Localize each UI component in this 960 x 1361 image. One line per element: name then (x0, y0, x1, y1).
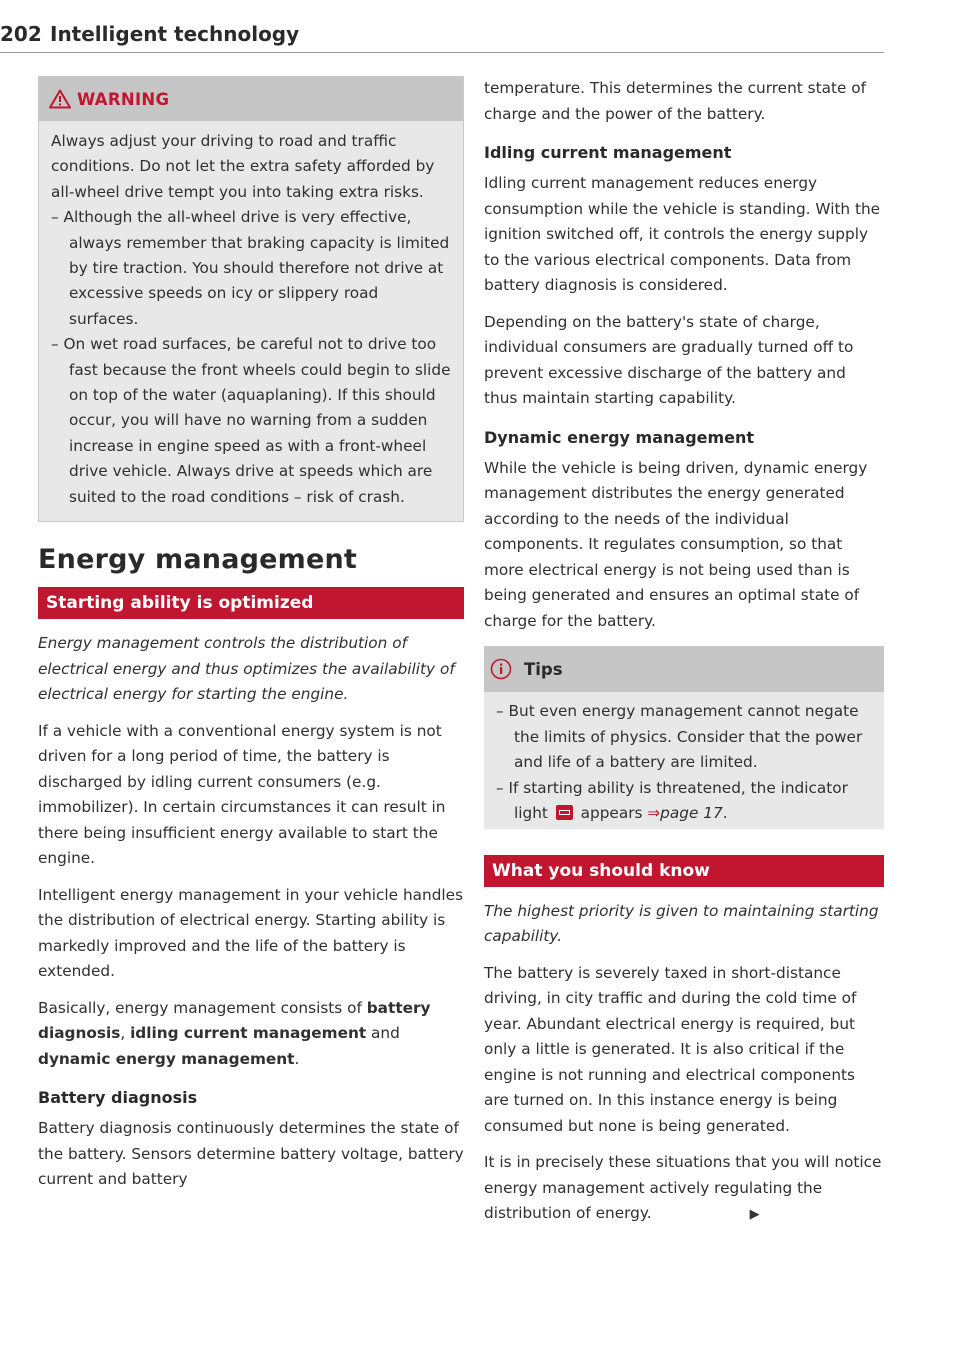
subheading: Battery diagnosis (38, 1088, 198, 1108)
paragraph: It is in precisely these situations that you will notice energy management actively regulating the distribution of energy. ▶ (484, 1153, 882, 1222)
left-column (38, 76, 464, 1193)
paragraph: temperature. This determines the current state of charge and the power of the battery. (484, 79, 867, 123)
warning-body (39, 121, 463, 521)
header-rule (0, 52, 884, 53)
tips-title: Tips (524, 659, 563, 679)
warning-intro: Always adjust your driving to road and traffic conditions. Do not let the extra safety afforded by all-wheel drive tempt you into taking extra risks. (51, 132, 435, 201)
lead-paragraph: Energy management controls the distribution of electrical energy and thus optimizes the availability of electrical energy for starting the engine. (38, 634, 455, 704)
tips-item: – But even energy management cannot negate the limits of physics. Consider that the power and life of a battery are limited. (496, 702, 863, 771)
paragraph: Depending on the battery's state of charge, individual consumers are gradually turned off to prevent excessive discharge of the battery and thus maintain starting capability. (484, 312, 854, 407)
tips-header (484, 646, 884, 692)
paragraph-components: Basically, energy management consists of battery diagnosis, idling current management and dynamic energy management. (38, 998, 431, 1068)
paragraph: Intelligent energy management in your vehicle handles the distribution of electrical energy. Starting ability is markedly improved and the life of the battery is extended. (38, 885, 464, 981)
warning-title: WARNING (77, 89, 170, 109)
page-header (0, 22, 884, 56)
warning-header (39, 77, 463, 121)
warning-box (38, 76, 464, 522)
subsection-bar: Starting ability is optimized (38, 587, 464, 619)
info-icon (490, 658, 512, 680)
continue-arrow-icon: ▶ (749, 1207, 760, 1222)
tips-body (484, 692, 884, 829)
section-heading: Energy management (38, 544, 358, 576)
paragraph: Battery diagnosis continuously determines the state of the battery. Sensors determine battery voltage, battery current and battery (38, 1119, 464, 1189)
tips-item: – If starting ability is threatened, the indicator light appears ⇒page 17. (496, 778, 848, 822)
warning-triangle-icon (49, 89, 71, 109)
paragraph: While the vehicle is being driven, dynamic energy management distributes the energy generated according to the needs of the individual components. It regulates consumption, so that more electrical energy is not being used than is being generated and ensures an optimal state of charge for the battery. (484, 458, 868, 630)
page-reference-link[interactable]: page 17 (660, 804, 723, 822)
page-number: 202 (0, 22, 42, 46)
paragraph: Idling current management reduces energy consumption while the vehicle is standing. With the ignition switched off, it controls the energy supply to the various electrical components. Data from battery diagnosis is considered. (484, 174, 881, 294)
warning-item: – Although the all-wheel drive is very effective, always remember that braking capacity is limited by tire traction. You should therefore not drive at excessive speeds on icy or slippery road surfaces. (51, 208, 450, 328)
arrow-icon: ⇒ (647, 804, 661, 822)
paragraph: If a vehicle with a conventional energy system is not driven for a long period of time, the battery is discharged by idling current consumers (e.g. immobilizer). In certain circumstances it can result in there being insufficient energy available to start the engine. (38, 721, 446, 868)
subsection-bar: What you should know (484, 855, 884, 887)
warning-item: – On wet road surfaces, be careful not to drive too fast because the front wheels could begin to slide on top of the water (aquaplaning). If this should occur, you will have no warning from a sudden increase in engine speed as with a front-wheel drive vehicle. Always drive at speeds which are suited to the road conditions – risk of crash. (51, 335, 451, 506)
paragraph: The battery is severely taxed in short-distance driving, in city traffic and during the cold time of year. Abundant electrical energy is required, but only a little is generated. It is also critical if the engine is not running and electrical components are turned on. In this instance energy is being consumed but none is being generated. (484, 963, 857, 1135)
subheading: Dynamic energy management (484, 427, 755, 447)
chapter-title: Intelligent technology (50, 22, 300, 46)
tips-box (484, 646, 884, 829)
right-column (484, 76, 884, 1228)
subheading: Idling current management (484, 143, 732, 162)
battery-indicator-icon (556, 805, 573, 820)
lead-paragraph: The highest priority is given to maintaining starting capability. (484, 901, 879, 945)
